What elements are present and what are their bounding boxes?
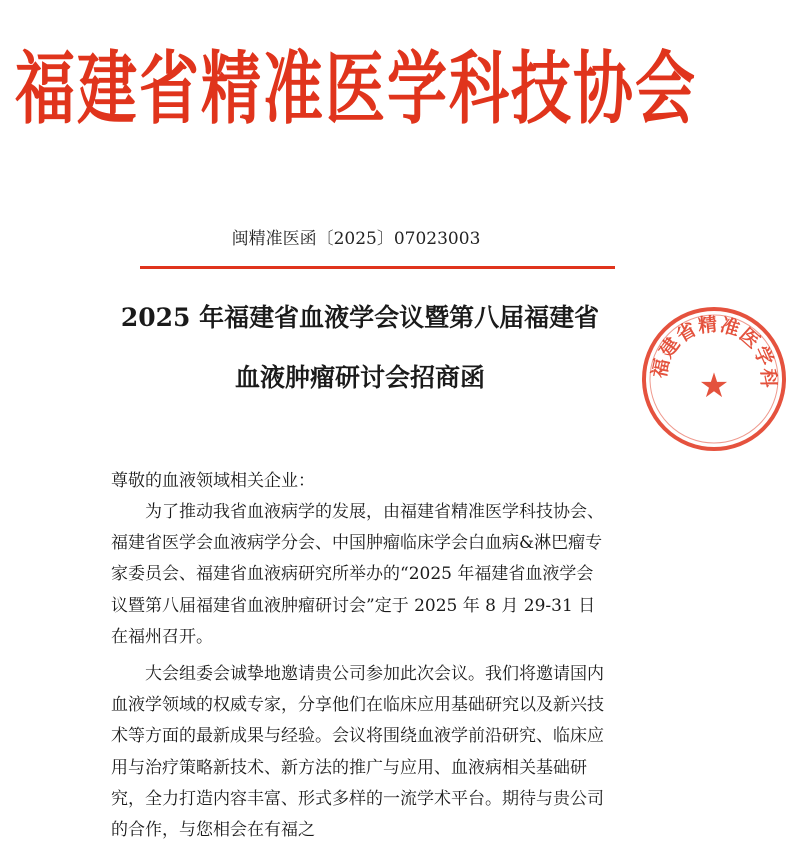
document-title-line-1: 2025 年福建省血液学会议暨第八届福建省	[120, 303, 600, 332]
document-number: 闽精准医函〔2025〕07023003	[231, 229, 481, 249]
header-divider	[140, 266, 615, 269]
document-title-line-2: 血液肿瘤研讨会招商函	[234, 363, 485, 392]
official-seal-stamp	[640, 305, 788, 453]
seal-star-icon: ★	[698, 366, 730, 406]
body-paragraph-2: 大会组委会诚挚地邀请贵公司参加此次会议。我们将邀请国内血液学领域的权威专家，分享他们在临床应用基础研究以及新兴技术等方面的最新成果与经验。会议将围绕血液学前沿研究、临床应用与治疗策略新技术、新方法的推广与应用、血液病相关基础研究，全力打造内容丰富、形式多样的一流学术平台。期待与贵公司的合作，与您相会在有福之	[111, 664, 604, 841]
salutation: 尊敬的血液领域相关企业：	[111, 471, 315, 491]
organization-letterhead: 福建省精准医学科技协会	[15, 43, 697, 136]
body-paragraph-1: 为了推动我省血液病学的发展，由福建省精准医学科技协会、福建省医学会血液病学分会、中国肿瘤临床学会白血病&淋巴瘤专家委员会、福建省血液病研究所举办的“2025 年福建省血液学会议暨第八届福建省血液肿瘤研讨会”定于 2025 年 8 月 29-31 日在福州召开。	[111, 502, 604, 647]
seal-text: 福建省精准医学科	[648, 313, 780, 389]
